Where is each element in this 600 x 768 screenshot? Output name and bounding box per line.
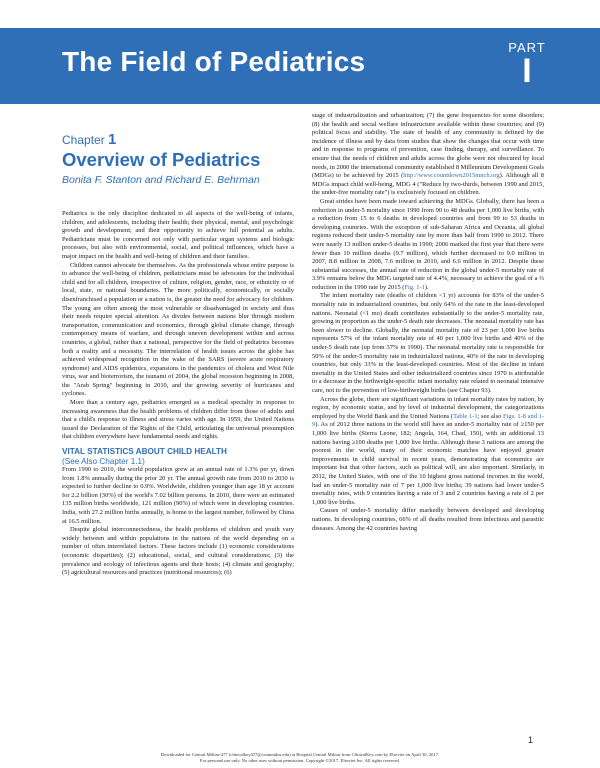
countdown-url-link[interactable]: http://www.countdown2015mnch.org bbox=[403, 172, 500, 180]
paragraph: Great strides have been made toward achieving the MDGs. Globally, there has been a reduction in under-5 mortality since 1990 from 90 to 48 deaths per 1,000 live births, with a reduction from 15 to 6 deaths in developed countries and from 99 to 53 deaths in developing countries. With the exception of sub-Saharan Africa and Oceania, all global regions reduced their under-5 mortality rate by more than half from 1990 to 2012. There were nearly 13 million under-5 deaths in 1990; 2006 marked the first year that there were fewer than 10 million deaths (9.7 million), which further decreased to 9.0 million in 2007, 8.8 million in 2008, 7.6 million in 2010, and 6.6 million in 2012. Despite these substantial successes, the annual rate of reduction in the global under-5 mortality rate of 3.9% remains below the MDG targeted rate of 4.4%, necessary to achieve the goal of a ⅔ reduction in the 1990 rate by 2015 (Fig. 1-1). bbox=[312, 197, 544, 291]
paragraph: Causes of under-5 mortality differ markedly between developed and developing nations. In developing countries, 66% of all deaths resulted from infectious and parasitic diseases. Among the 42 countries having bbox=[312, 507, 544, 532]
chapter-number-line bbox=[62, 131, 292, 148]
part-number: I bbox=[522, 52, 532, 90]
left-column bbox=[62, 210, 294, 578]
chapter-header bbox=[62, 131, 292, 186]
paragraph: Despite global interconnectedness, the health problems of children and youth vary widely between and within populations in the nations of the world depending on a number of often interrelated factors. These factors include (1) economic considerations (economic disparities); (2) educational, social, and cultural considerations; (3) the prevalence and ecology of infectious agents and their hosts; (4) climate and geography; (5) agricultural resources and practices (nutritional resources); (6) bbox=[62, 526, 294, 577]
paragraph: Pediatrics is the only discipline dedicated to all aspects of the well-being of infants, children, and adolescents, including their health; their physical, mental, and psychologic growth and development; and their opportunity to achieve full potential as adults. Pediatricians must be concerned not only with particular organ systems and biologic processes, but also with environmental, social, and political influences, which have a major impact on the health and well-being of children and their families. bbox=[62, 210, 294, 260]
table-1-1-link[interactable]: Table 1-1 bbox=[453, 412, 478, 420]
paragraph: The infant mortality rate (deaths of children <1 yr) accounts for 83% of the under-5 mortality rate in industrialized countries, but only 64% of the rate in the least-developed nations. Neonatal (<1 mo) death contributes substantially to the under-5 mortality rate, growing in proportion as the under-5 death rate decreases. The neonatal mortality rate has been slower to decline. Globally, the neonatal mortality rate of 23 per 1,000 live births represents 57% of the infant mortality rate of 40 per 1,000 live births and 40% of the under-5 death rate (up from 37% in 1990). The neonatal mortality rate is responsible for 50% of the under-5 mortality rate in industrialized nations, 40% of the rate in developing countries, but only 33% in the least-developed countries. Most of the decline in infant mortality in the United States and other industrialized countries since 1970 is attributable to a decrease in the birthweight-specific infant mortality rate related to neonatal intensive care, not to the prevention of low-birthweight births (see Chapter 93). bbox=[312, 292, 544, 394]
paragraph: Children cannot advocate for themselves. As the professionals whose entire purpose is to advance the well-being of children, pediatricians must be advocates for the individual child and for all children, irrespective of culture, religion, gender, race, or ethnicity or of local, state, or national boundaries. The more politically, economically, or socially disenfranchised a population or a nation is, the greater the need for advocacy for children. The young are often among the most vulnerable or disadvantaged in society and thus their needs require special attention. As divides between nations blur through modern transportation, communication and economics, through global climate change, through contemporary means of warfare, and through uneven development within and across countries, a global, rather than a national, perspective for the field of pediatrics becomes both a reality and a necessity. The interrelation of health issues across the globe has achieved widespread recognition in the wake of the SARS (severe acute respiratory syndrome) and AIDS epidemics, expansions in the pandemics of cholera and West Nile virus, war and bioterrorism, the tsunami of 2004, the global recession beginning in 2008, the "Arab Spring" beginning in 2010, and the growing severity of hurricanes and cyclones. bbox=[62, 261, 294, 398]
page-number: 1 bbox=[528, 735, 534, 745]
part-title: The Field of Pediatrics bbox=[62, 46, 366, 77]
chapter-label: Chapter bbox=[62, 133, 105, 147]
part-indicator bbox=[497, 40, 557, 90]
paragraph: stage of industrialization and urbanization; (7) the gene frequencies for some disorders; (8) the health and social welfare infrastructure available within these countries; and (9) political focus and stability. The state of health of any community is defined by the incidence of illness and by data from studies that show the changes that occur with time and in response to programs of prevention, case finding, therapy, and surveillance. To ensure that the needs of children and adults across the globe were not obscured by local needs, in 2000 the international community established 8 Millennium Development Goals (MDGs) to be achieved by 2015 (http://www.countdown2015mnch.org). Although all 8 MDGs impact child well-being, MDG 4 ("Reduce by two-thirds, between 1990 and 2015, the under-five mortality rate") is exclusively focused on children. bbox=[312, 112, 544, 197]
chapter-number: 1 bbox=[108, 131, 117, 148]
figures-link[interactable]: Figs. 1-8 and 1-9 bbox=[312, 412, 544, 429]
section-heading: VITAL STATISTICS ABOUT CHILD HEALTH bbox=[62, 447, 227, 457]
footer bbox=[0, 752, 600, 764]
part-label: PART bbox=[508, 40, 546, 55]
chapter-title: Overview of Pediatrics bbox=[62, 149, 261, 170]
footer-line: For personal use only. No other uses without permission. Copyright ©2017. Elsevier Inc. All rights reserved. bbox=[200, 758, 400, 763]
chapter-authors: Bonita F. Stanton and Richard E. Behrman bbox=[62, 174, 260, 186]
section-subheading-link[interactable]: (See Also Chapter 1.1) bbox=[62, 456, 145, 466]
right-column bbox=[312, 112, 544, 533]
footer-line: Downloaded for Central Militar-477 (clinicalkey477@costunidos.edu) at Hospital Central Militar from ClinicalKey.com by Elsevier on April 30, 2017. bbox=[160, 752, 440, 757]
paragraph: Across the globe, there are significant variations in infant mortality rates by nation, by region, by economic status, and by level of industrial development, the categorizations employed by the World Bank and the United Nations (Table 1-1; see also Figs. 1-8 and 1-9). As of 2012 three nations in the world still have an under-5 mortality rate of ≥150 per 1,000 live births (Sierra Leone, 182; Angola, 164, Chad, 150), with an additional 13 nations having ≥100 deaths per 1,000 live births. Although these 3 nations are among the poorest in the world, many of their economic matches have enjoyed greater improvements in child survival in recent years, demonstrating that economics are important but that other factors, such as political will, are also important. Similarly, in 2012, the United States, with one of the 10 highest gross national incomes in the world, had an under-5 mortality rate of 7 per 1,000 live births; 39 nations had lower under-5 mortality rates, with 9 countries having a rate of 3 and 2 countries having a rate of 2 per 1,000 live births. bbox=[312, 395, 544, 506]
figure-1-1-link[interactable]: Fig. 1-1 bbox=[404, 283, 425, 291]
paragraph: From 1990 to 2010, the world population grew at an annual rate of 1.3% per yr, down from 1.8% annually during the prior 20 yr. The annual growth rate from 2010 to 2030 is expected to further decline to 0.9%. Worldwide, children younger than age 18 yr account for 2.2 billion (30%) of the world's 7.02 billion persons. In 2010, there were an estimated 135 million births worldwide, 121 million (90%) of which were in developing countries. India, with 27.2 million births annually, is home to the largest number, followed by China at 16.5 million. bbox=[62, 466, 294, 525]
paragraph: More than a century ago, pediatrics emerged as a medical specialty in response to increasing awareness that the health problems of children differ from those of adults and that a child's response to illness and stress varies with age. In 1959, the United Nations issued the Declaration of the Rights of the Child, articulating the universal presumption that children everywhere have fundamental needs and rights. bbox=[62, 399, 294, 441]
